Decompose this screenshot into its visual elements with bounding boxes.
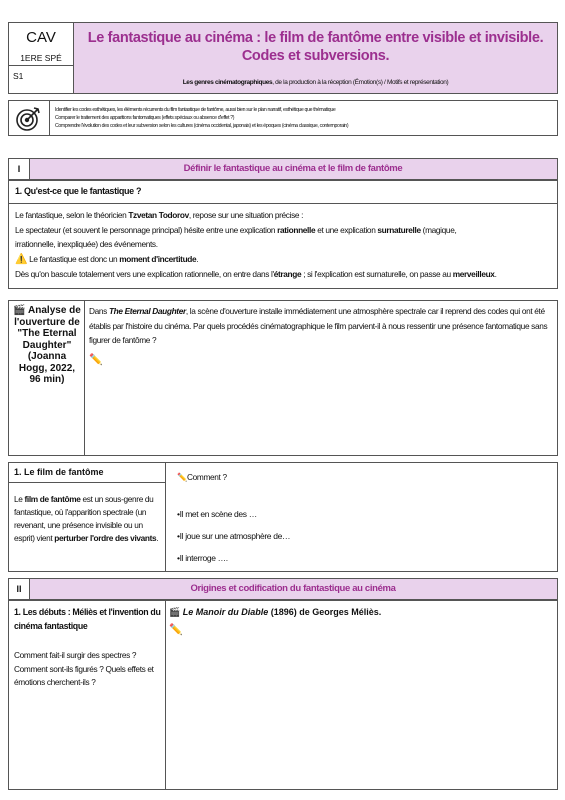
ghost-film-definition: Le film de fantôme est un sous-genre du fantastique, où l'apparition spectrale (un revenant, une présence invisible ou un esprit) vient perturber l'ordre des vivants. (14, 494, 159, 543)
melies-questions: Comment fait-il surgir des spectres ? Comment sont-ils figurés ? Quels effets et émotions cherchent-ils ? (14, 650, 154, 687)
melies-film: 🎬 Le Manoir du Diable (1896) de Georges Méliès. (169, 607, 382, 617)
ghost-film-heading: 1. Le film de fantôme (14, 467, 104, 477)
level-label: 1ERE SPÉ (20, 53, 62, 63)
pencil-icon: ✏️ (169, 624, 183, 636)
objectives-list: Identifier les codes esthétiques, les éléments récurrents du film fantastique de fantôme, aussi bien sur le plan narratif, esthétique que thématique Comparer le traitement des apparitions fantomatiques (effets spéciaux ou absence d'effet ?) Comprendre l'évolution des codes et leur subversion selon les cultures (cinéma occidental, japonais) et les époques (cinéma classique, contemporain) (55, 107, 349, 129)
course-label: CAV (26, 29, 56, 46)
page-title: Le fantastique au cinéma : le film de fantôme entre visible et invisible. Codes et subversions. (87, 30, 544, 64)
ghost-film-bullets: •Il met en scène des … •Il joue sur une atmosphère de… •Il interroge …. (177, 509, 291, 563)
clapper-icon: 🎬 (169, 607, 181, 617)
pencil-icon: ✏️ (89, 354, 103, 366)
analysis-text: Dans The Eternal Daughter, la scène d'ouverture installe immédiatement une atmosphère spectrale car il reprend des codes qui ont été établis par l'histoire du cinéma. Par quels procédés cinématographique le film parvient-il à nous ressentir une présence fantomatique sans figurer de fantôme ? (89, 306, 548, 345)
section-1-title: Définir le fantastique au cinéma et le film de fantôme (183, 163, 403, 174)
sequence-label: S1 (13, 71, 24, 81)
clapper-icon: 🎬 (13, 305, 26, 316)
page-subtitle: Les genres cinématographiques, de la production à la réception (Émotion(s) / Motifs et représentation) (182, 79, 449, 86)
title-box (74, 22, 558, 94)
objectives-box (8, 100, 558, 136)
analysis-box (8, 300, 558, 456)
section-2-title: Origines et codification du fantastique au cinéma (190, 583, 396, 594)
ghost-film-box: 1. Le film de fantôme Le film de fantôme est un sous-genre du fantastique, où l'apparition spectrale (un revenant, une présence invisible ou un esprit) vient perturber l'ordre des vivants. ✏️Comment ? •Il met en scène des … •Il joue sur une atmosphère de… •Il interroge …. (8, 462, 558, 572)
pencil-icon: ✏️ (177, 472, 187, 482)
question-1-box: 1. Qu'est-ce que le fantastique ? (8, 180, 558, 204)
section-2-header: II Origines et codification du fantastique au cinéma (8, 578, 558, 600)
section-1-header: I Définir le fantastique au cinéma et le film de fantôme (8, 158, 558, 180)
melies-heading: 1. Les débuts : Méliès et l'invention du cinéma fantastique (14, 607, 161, 631)
course-box (8, 22, 74, 94)
melies-box (8, 600, 558, 790)
analysis-label: Analyse de l'ouverture de "The Eternal Daughter" (Joanna Hogg, 2022, 96 min) (14, 305, 81, 385)
warning-icon: ⚠️ (15, 253, 28, 265)
target-icon (15, 106, 41, 132)
fantastique-definition: Le fantastique, selon le théoricien Tzvetan Todorov, repose sur une situation précise : Le spectateur (et souvent le personnage principal) hésite entre une explication rationnelle et une explication surnaturelle (magique, irrationnelle, inexpliquée) des événements. ⚠️ Le fantastique est donc un moment d'incertitude. Dès qu'on bascule totalement vers une explication rationnelle, on entre dans l'étrange ; si l'explication est surnaturelle, on passe au merveilleux. (8, 203, 558, 289)
